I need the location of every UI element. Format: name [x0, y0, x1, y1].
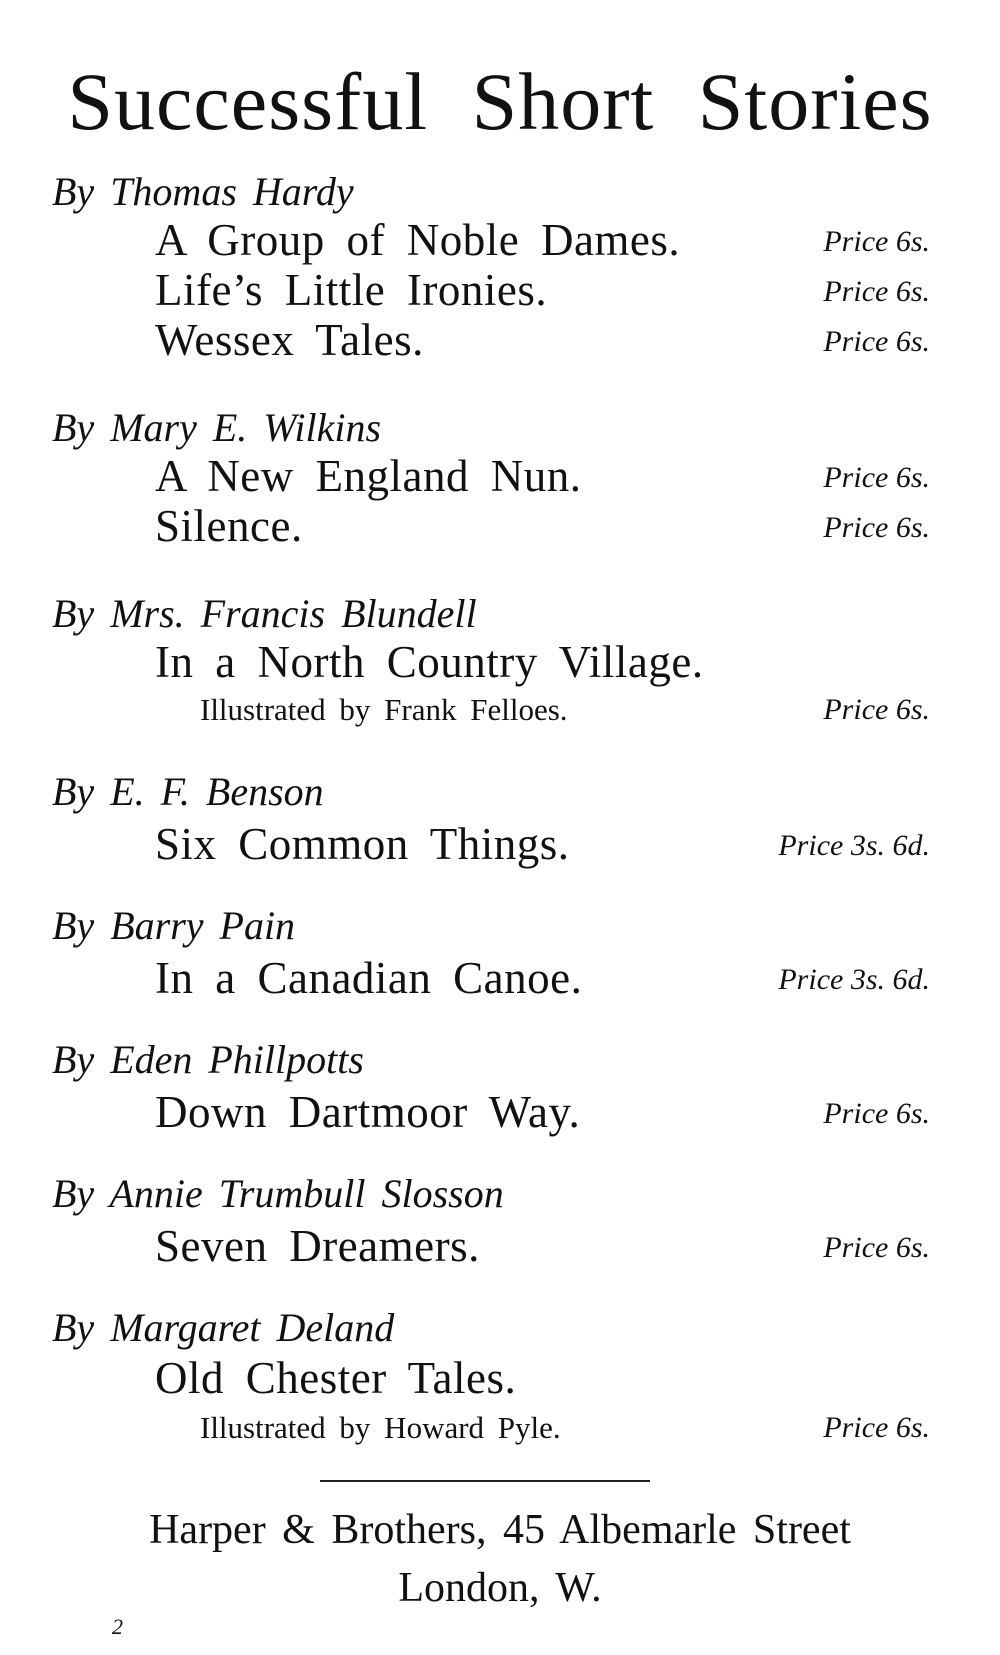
illustrator-credit: Illustrated by Frank Felloes. [200, 692, 568, 727]
author-heading: By Annie Trumbull Slosson [52, 1171, 504, 1216]
book-price: Price 6s. [823, 511, 930, 544]
book-price: Price 6s. [823, 1231, 930, 1264]
author-heading: By E. F. Benson [52, 769, 324, 814]
book-price: Price 3s. 6d. [778, 829, 930, 862]
author-heading: By Mrs. Francis Blundell [52, 591, 477, 636]
book-price: Price 6s. [823, 325, 930, 358]
book-title: In a Canadian Canoe. [155, 953, 583, 1003]
book-price: Price 6s. [823, 461, 930, 494]
author-heading: By Mary E. Wilkins [52, 405, 382, 450]
book-title: Down Dartmoor Way. [155, 1087, 581, 1137]
book-title: Old Chester Tales. [155, 1353, 517, 1403]
book-price: Price 6s. [823, 1411, 930, 1444]
author-heading: By Thomas Hardy [52, 169, 354, 214]
divider-rule [320, 1480, 650, 1482]
book-title: A New England Nun. [155, 451, 582, 501]
illustrator-credit: Illustrated by Howard Pyle. [200, 1410, 561, 1445]
book-title: In a North Country Village. [155, 637, 704, 687]
book-price: Price 6s. [823, 693, 930, 726]
page-number: 2 [112, 1614, 123, 1639]
book-title: A Group of Noble Dames. [155, 215, 681, 265]
author-heading: By Barry Pain [52, 903, 296, 948]
author-heading: By Eden Phillpotts [52, 1037, 364, 1082]
book-title: Life’s Little Ironies. [155, 265, 548, 315]
book-title: Wessex Tales. [155, 315, 424, 365]
book-price: Price 3s. 6d. [778, 963, 930, 996]
book-title: Six Common Things. [155, 819, 570, 869]
book-price: Price 6s. [823, 1097, 930, 1130]
page-title: Successful Short Stories [67, 56, 933, 147]
book-price: Price 6s. [823, 275, 930, 308]
book-title: Seven Dreamers. [155, 1221, 480, 1271]
publisher-city: London, W. [398, 1565, 602, 1611]
author-heading: By Margaret Deland [52, 1305, 395, 1350]
book-price: Price 6s. [823, 225, 930, 258]
publisher-address: Harper & Brothers, 45 Albemarle Street [149, 1507, 851, 1553]
book-title: Silence. [155, 501, 303, 551]
